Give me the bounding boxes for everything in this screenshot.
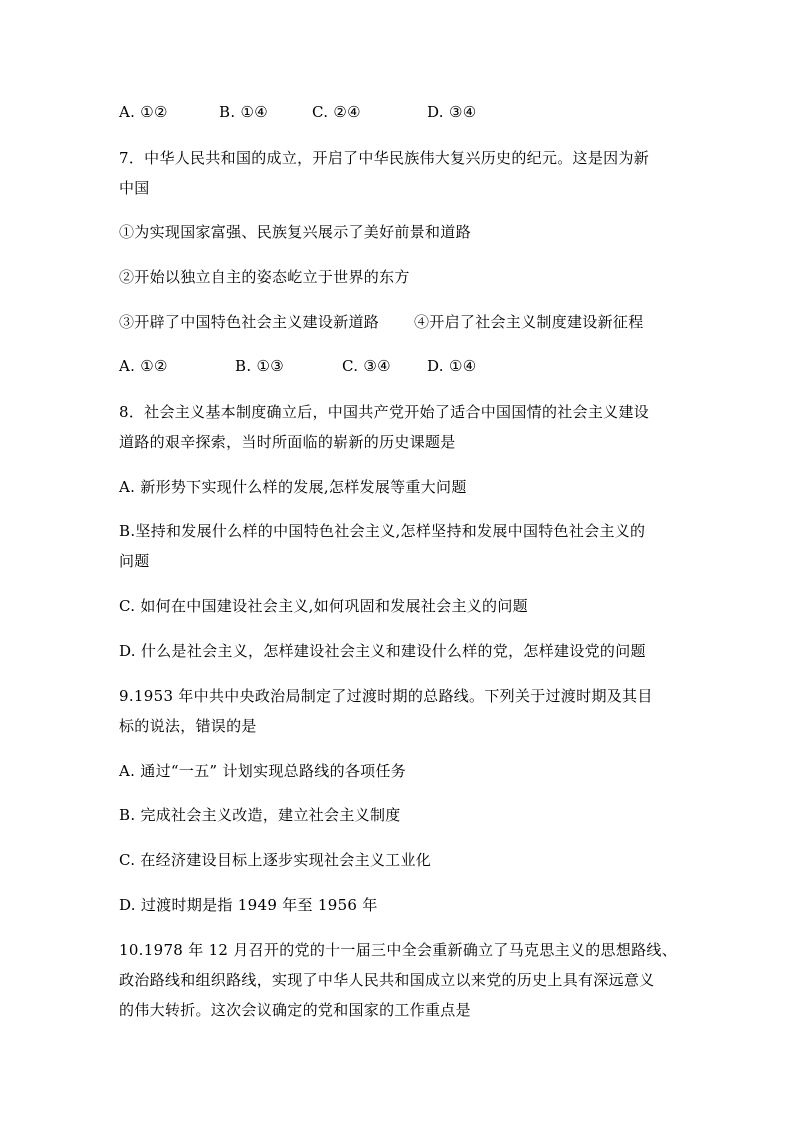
q7-option-d [427,356,476,376]
option-text: ①③ [256,357,284,375]
q7-item-2: ②开始以独立自主的姿态屹立于世界的东方 [119,268,410,286]
option-text: ③④ [448,103,477,121]
q7-item-3: ③开辟了中国特色社会主义建设新道路 [119,313,380,331]
option-letter: A. [119,103,136,121]
q8-option-b-line2: 问题 [119,552,150,570]
q8-stem-line2: 道路的艰辛探索，当时所面临的崭新的历史课题是 [119,433,456,451]
option-letter: B. [219,103,236,121]
option-letter: A. [119,357,136,375]
q7-stem-line2: 中国 [119,179,150,197]
q7-option-b [235,356,284,376]
q9-option-c: C. 在经济建设目标上逐步实现社会主义工业化 [119,851,432,869]
q9-stem-line1: 9.1953 年中共中央政治局制定了过渡时期的总路线。下列关于过渡时期及其目 [119,687,653,705]
q7-option-c [342,356,391,376]
option-text: ①② [140,357,168,375]
q7-option-a [119,356,168,376]
q9-option-b: B. 完成社会主义改造，建立社会主义制度 [119,806,401,824]
q8-option-c: C. 如何在中国建设社会主义,如何巩固和发展社会主义的问题 [119,597,528,615]
q9-stem-line2: 标的说法，错误的是 [119,717,257,735]
q7-item-4: ④开启了社会主义制度建设新征程 [414,313,644,331]
q6-option-d [427,102,476,122]
option-text: ①④ [240,103,268,121]
q10-stem-line1: 10.1978 年 12 月召开的党的十一届三中全会重新确立了马克思主义的思想路线、 [119,941,678,959]
q8-option-b-line1: B.坚持和发展什么样的中国特色社会主义,怎样坚持和发展中国特色社会主义的 [119,522,646,540]
option-letter: C. [342,357,359,375]
option-text: ③④ [363,357,391,375]
q9-option-d: D. 过渡时期是指 1949 年至 1956 年 [119,896,378,914]
q9-option-a: A. 通过“一五” 计划实现总路线的各项任务 [119,762,407,780]
option-letter: D. [427,103,444,121]
option-text: ①④ [448,357,477,375]
q10-stem-line2: 政治路线和组织路线，实现了中华人民共和国成立以来党的历史上具有深远意义 [119,971,655,989]
q6-option-c [312,102,361,122]
q6-option-a [119,102,168,122]
q8-stem-line1: 8．社会主义基本制度确立后，中国共产党开始了适合中国国情的社会主义建设 [119,403,650,421]
q6-option-b [219,102,268,122]
option-text: ②④ [333,103,361,121]
option-text: ①② [140,103,168,121]
q7-item-1: ①为实现国家富强、民族复兴展示了美好前景和道路 [119,223,471,241]
q8-option-a: A. 新形势下实现什么样的发展,怎样发展等重大问题 [119,478,467,496]
q10-stem-line3: 的伟大转折。这次会议确定的党和国家的工作重点是 [119,1001,471,1019]
option-letter: D. [427,357,444,375]
option-letter: C. [312,103,329,121]
q8-option-d: D. 什么是社会主义，怎样建设社会主义和建设什么样的党，怎样建设党的问题 [119,642,646,660]
option-letter: B. [235,357,252,375]
q7-stem-line1: 7．中华人民共和国的成立，开启了中华民族伟大复兴历史的纪元。这是因为新 [119,149,650,167]
